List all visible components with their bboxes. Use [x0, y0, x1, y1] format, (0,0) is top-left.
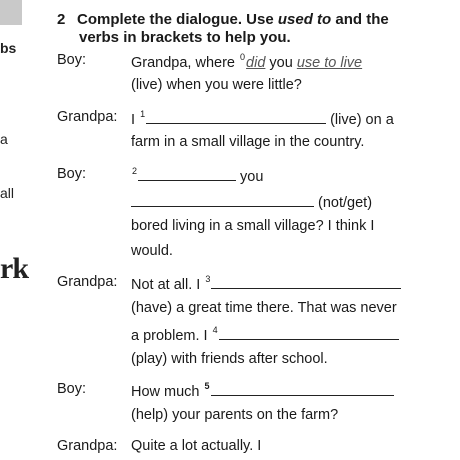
- speaker-label: Grandpa:: [57, 274, 118, 290]
- speaker-label: Boy:: [57, 381, 87, 397]
- speaker-label: Boy:: [57, 166, 87, 182]
- speaker-label: Boy:: [57, 52, 87, 68]
- dialogue-text: Not at all. I: [131, 277, 205, 293]
- answer-blank-2b[interactable]: [131, 192, 314, 207]
- dialogue-line: (play) with friends after school.: [131, 351, 328, 367]
- dialogue-line: [131, 192, 372, 211]
- dialogue-text: Grandpa, where: [131, 55, 240, 71]
- margin-fragment: a: [0, 131, 8, 147]
- dialogue-text: you: [265, 55, 297, 71]
- dialogue-text: (not/get): [314, 195, 373, 211]
- gap-number: 5: [204, 381, 210, 391]
- speaker-label: Grandpa:: [57, 438, 118, 454]
- exercise-number: 2: [57, 11, 66, 28]
- exercise-heading: [57, 11, 457, 47]
- dialogue-line: farm in a small village in the country.: [131, 134, 365, 150]
- dialogue-line: (help) your parents on the farm?: [131, 407, 339, 423]
- margin-fragment: bs: [0, 40, 17, 56]
- gap-number: 3: [205, 274, 211, 284]
- instruction-text: and the: [331, 11, 389, 28]
- example-answer: did: [246, 55, 266, 71]
- gap-number: 1: [140, 109, 146, 119]
- instruction-line-2: verbs in brackets to help you.: [79, 29, 291, 46]
- answer-blank-2[interactable]: [138, 166, 236, 181]
- dialogue-line: [131, 166, 263, 185]
- dialogue-line: would.: [131, 243, 173, 259]
- example-answer: use to live: [296, 55, 363, 71]
- dialogue-line: bored living in a small village? I think I: [131, 218, 375, 234]
- gap-number: 0: [240, 52, 246, 62]
- dialogue-line: [131, 52, 362, 71]
- dialogue-line: Quite a lot actually. I: [131, 438, 262, 454]
- dialogue-text: I: [131, 112, 140, 128]
- dialogue-text: How much: [131, 384, 204, 400]
- margin-fragment: rk: [0, 252, 28, 285]
- gap-number: 4: [212, 325, 218, 335]
- dialogue-line: [131, 109, 394, 128]
- dialogue-text: you: [236, 169, 264, 185]
- dialogue-text: a problem. I: [131, 328, 212, 344]
- instruction-emphasis: used to: [277, 11, 332, 28]
- dialogue-line: [131, 381, 394, 400]
- instruction-text: Complete the dialogue. Use: [77, 11, 278, 28]
- dialogue-text: (live) on a: [326, 112, 394, 128]
- page-edge-tab: [0, 0, 22, 25]
- gap-number: 2: [132, 166, 138, 176]
- answer-blank-4[interactable]: [219, 325, 399, 340]
- speaker-label: Grandpa:: [57, 109, 118, 125]
- answer-blank-5[interactable]: [211, 381, 394, 396]
- dialogue-line: [131, 325, 399, 344]
- answer-blank-3[interactable]: [211, 274, 401, 289]
- dialogue-line: (live) when you were little?: [131, 77, 302, 93]
- dialogue-line: (have) a great time there. That was never: [131, 300, 397, 316]
- answer-blank-1[interactable]: [146, 109, 326, 124]
- margin-fragment: all: [0, 185, 15, 201]
- dialogue-line: [131, 274, 401, 293]
